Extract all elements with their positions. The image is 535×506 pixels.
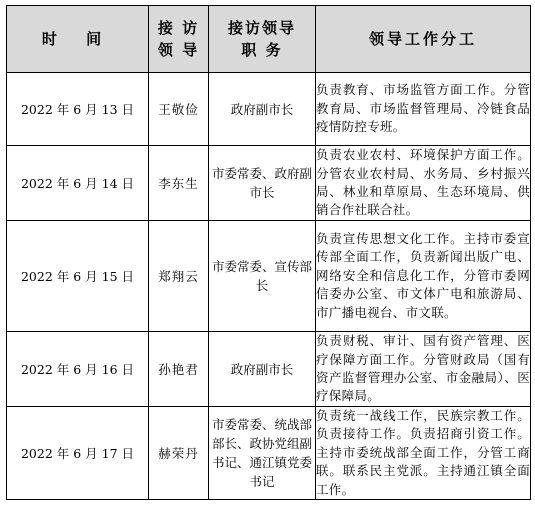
cell-duty: 负责统一战线工作，民族宗教工作。负责接待工作。负责招商引资工作。主持市委统战部全面工作，分管工商联。联系民主党派。主持通江镇全面工作。	[316, 407, 531, 500]
cell-leader-position: 市委常委、宣传部长	[209, 221, 316, 332]
cell-duty: 负责教育、市场监管方面工作。分管教育局、市场监督管理局、冷链食品疫情防控专班。	[316, 73, 531, 146]
header-leader-position	[209, 6, 316, 73]
cell-leader-position: 政府副市长	[209, 73, 316, 146]
cell-leader-name: 孙艳君	[149, 332, 209, 407]
header-date	[7, 6, 149, 73]
table-row	[7, 73, 531, 146]
header-duty	[316, 6, 531, 73]
table-row	[7, 221, 531, 332]
cell-leader-position: 市委常委、统战部部长、政协党组副书记、通江镇党委书记	[209, 407, 316, 500]
cell-date: 2022 年 6 月 15 日	[7, 221, 149, 332]
cell-leader-name: 赫荣丹	[149, 407, 209, 500]
header-leader-name-label: 接 访 领 导	[157, 19, 200, 59]
table-row	[7, 407, 531, 500]
cell-leader-name: 李东生	[149, 146, 209, 221]
header-leader-name	[149, 6, 209, 73]
cell-leader-name: 王敬俭	[149, 73, 209, 146]
cell-duty: 负责财税、审计、国有资产管理、医疗保障方面工作。分管财政局（国有资产监督管理办公室、市金融局）、医疗保障局。	[316, 332, 531, 407]
table-row	[7, 332, 531, 407]
leader-reception-schedule-table	[6, 5, 531, 500]
cell-duty: 负责农业农村、环境保护方面工作。分管农业农村局、水务局、乡村振兴局、林业和草原局、生态环境局、供销合作社联合社。	[316, 146, 531, 221]
cell-date: 2022 年 6 月 13 日	[7, 73, 149, 146]
table-header-row	[7, 6, 531, 73]
cell-date: 2022 年 6 月 14 日	[7, 146, 149, 221]
cell-leader-name: 郑翔云	[149, 221, 209, 332]
header-date-label: 时 间	[41, 30, 114, 48]
header-leader-position-label: 接访领导 职 务	[227, 19, 296, 59]
table-row	[7, 146, 531, 221]
cell-date: 2022 年 6 月 16 日	[7, 332, 149, 407]
header-duty-label: 领导工作分工	[368, 30, 477, 48]
cell-date: 2022 年 6 月 17 日	[7, 407, 149, 500]
cell-leader-position: 政府副市长	[209, 332, 316, 407]
cell-duty: 负责宣传思想文化工作。主持市委宣传部全面工作，负责新闻出版广电、网络安全和信息化工作，分管市委网信委办公室、市文体广电和旅游局、市广播电视台、市文联。	[316, 221, 531, 332]
cell-leader-position: 市委常委、政府副市长	[209, 146, 316, 221]
